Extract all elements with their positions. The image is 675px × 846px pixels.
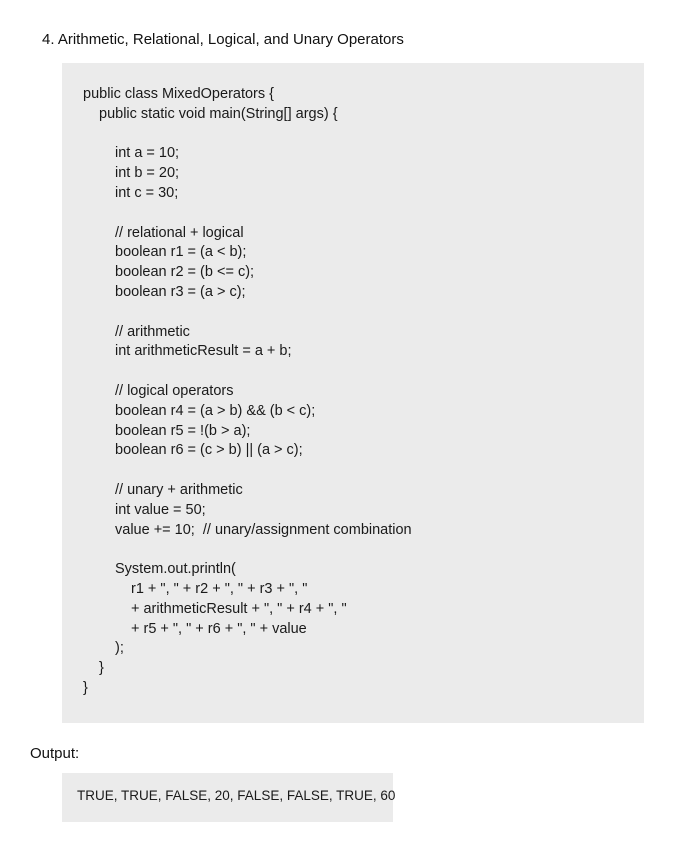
code-line: } <box>83 680 88 696</box>
code-line: int c = 30; <box>115 185 179 201</box>
code-line: int a = 10; <box>115 145 180 162</box>
code-line: boolean r6 = (c > b) || (a > c); <box>115 442 303 459</box>
output-box <box>62 773 396 822</box>
code-line: int arithmeticResult = a + b; <box>115 343 292 360</box>
code-line: } <box>99 660 104 677</box>
code-line: boolean r3 = (a > c); <box>115 284 246 300</box>
code-line: // relational + logical <box>115 224 244 241</box>
code-line: + r5 + ", " + r6 + ", " + value <box>131 620 307 637</box>
code-line: public static void main(String[] args) { <box>99 105 338 122</box>
code-line: // arithmetic <box>115 323 190 340</box>
code-line: boolean r2 = (b <= c); <box>115 264 255 281</box>
code-line: boolean r1 = (a < b); <box>115 244 247 261</box>
output-text: TRUE, TRUE, FALSE, 20, FALSE, FALSE, TRUE, 60 <box>77 788 396 803</box>
code-line: + arithmeticResult + ", " + r4 + ", " <box>131 600 347 617</box>
code-line: // unary + arithmetic <box>115 482 243 498</box>
code-line: boolean r5 = !(b > a); <box>115 422 251 439</box>
code-line: public class MixedOperators { <box>83 86 274 102</box>
code-line: int b = 20; <box>115 165 180 182</box>
code-line: System.out.println( <box>115 561 236 578</box>
code-line: ); <box>115 640 124 657</box>
code-line: int value = 50; <box>115 501 206 518</box>
code-line: r1 + ", " + r2 + ", " + r3 + ", " <box>131 581 308 597</box>
code-block <box>62 63 644 723</box>
section-heading: 4. Arithmetic, Relational, Logical, and Unary Operators <box>42 31 404 48</box>
code-line: boolean r4 = (a > b) && (b < c); <box>115 402 316 419</box>
code-line: value += 10; // unary/assignment combination <box>115 521 412 538</box>
output-label: Output: <box>30 745 80 762</box>
code-line: // logical operators <box>115 383 234 399</box>
